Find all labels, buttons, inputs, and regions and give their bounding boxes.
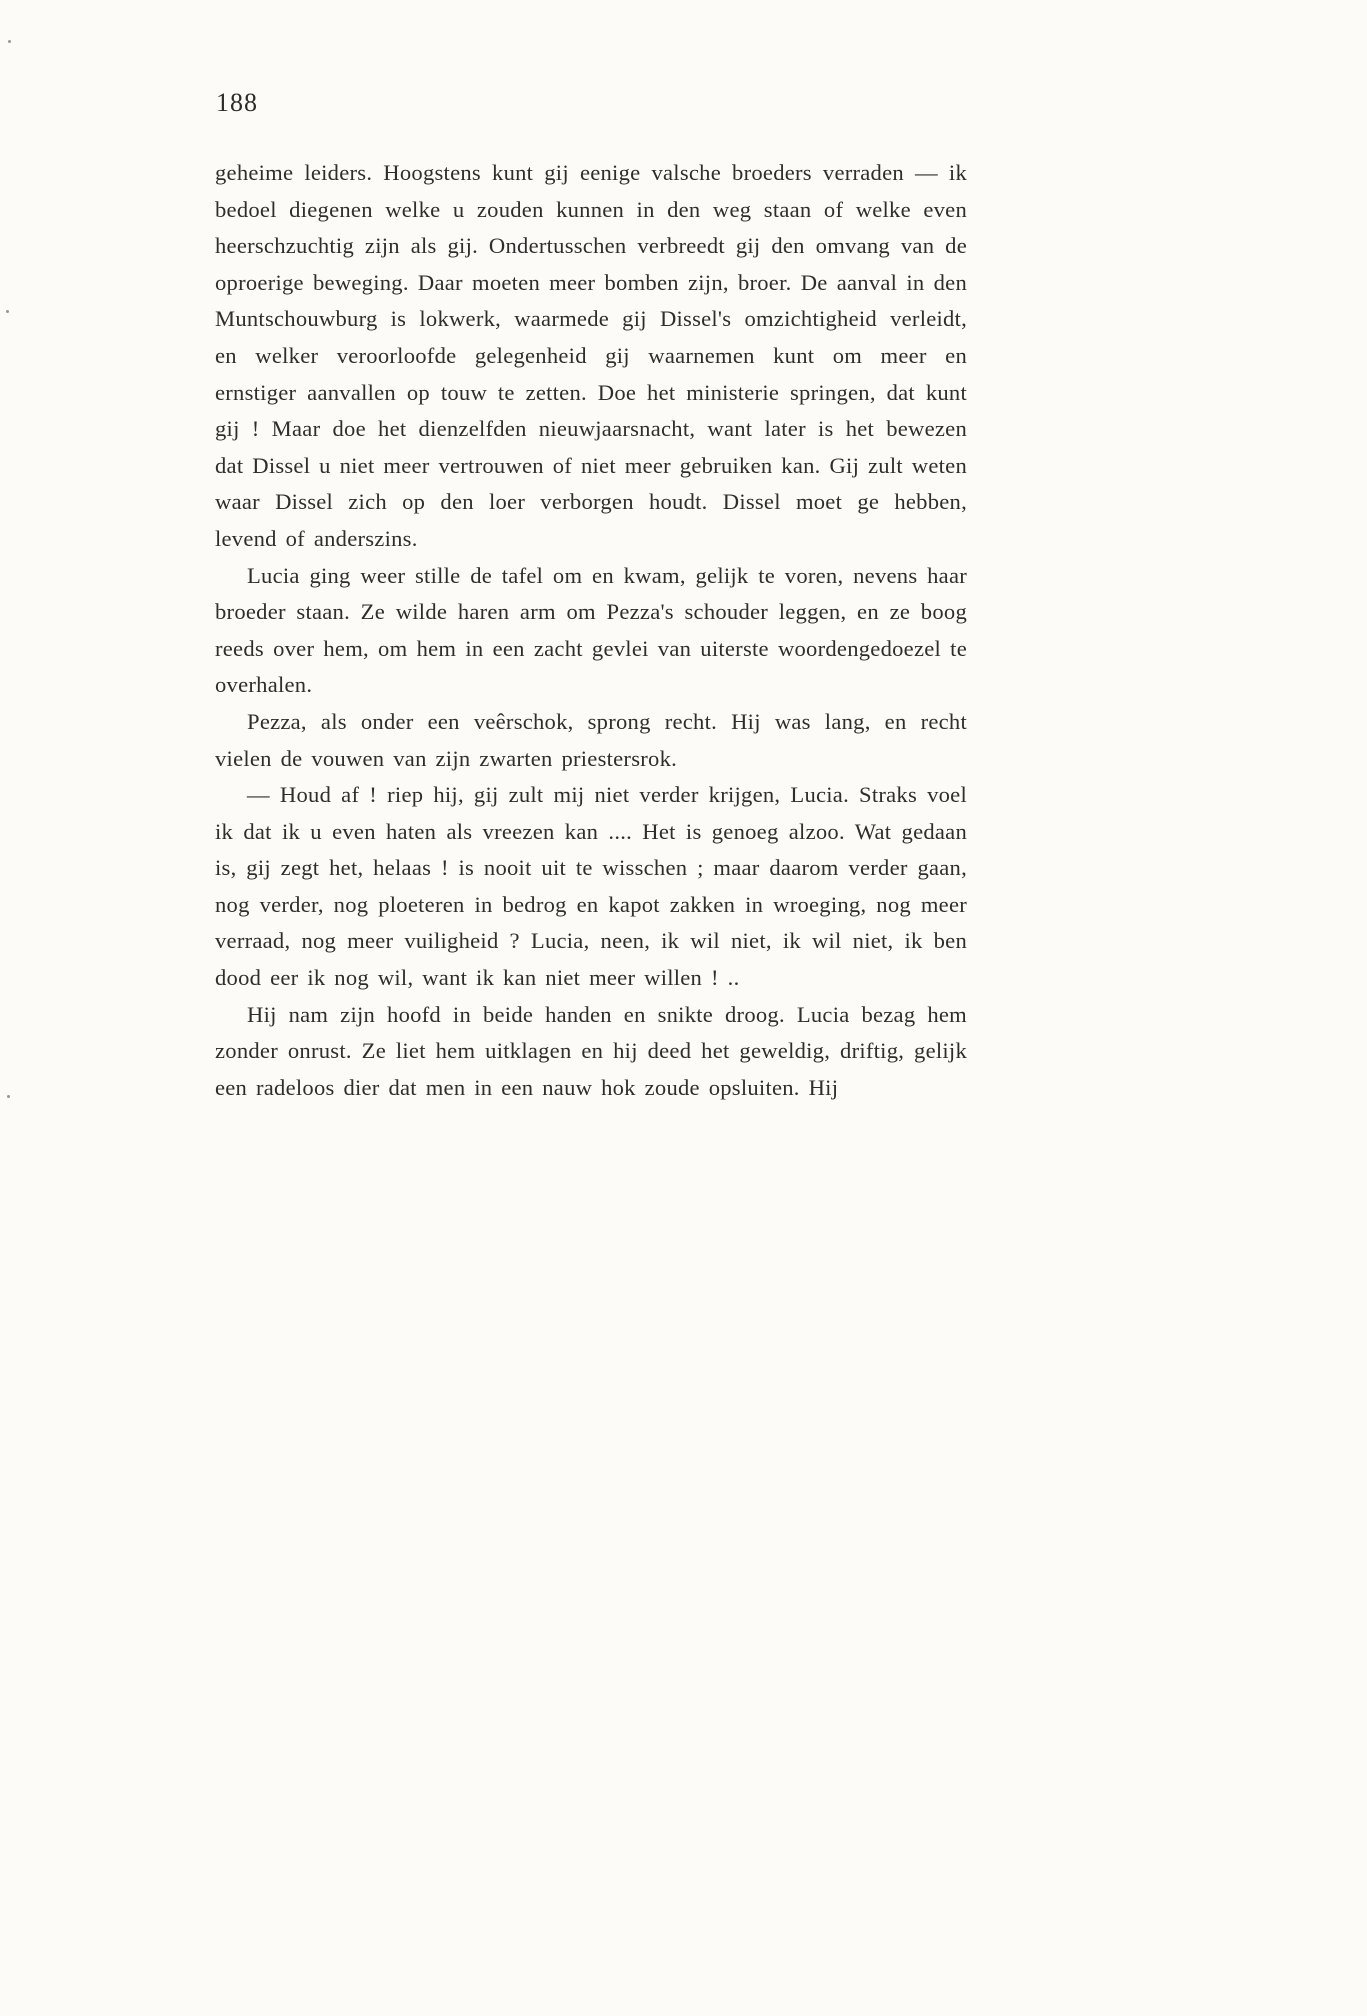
scan-speck	[6, 310, 9, 313]
paragraph: Lucia ging weer stille de tafel om en kwam, gelijk te voren, nevens haar broeder staan. Ze wilde haren arm om Pezza's schouder leggen, en ze boog reeds over hem, om hem in een zacht gevlei van uiterste woordengedoezel te overhalen.	[215, 562, 967, 698]
paragraph: — Houd af ! riep hij, gij zult mij niet verder krijgen, Lucia. Straks voel ik dat ik u even haten als vreezen kan .... Het is genoeg alzoo. Wat gedaan is, gij zegt het, helaas ! is nooit uit te wisschen ; maar daarom verder gaan, nog verder, nog ploeteren in bedrog en kapot zakken in wroeging, nog meer verraad, nog meer vuiligheid ? Lucia, neen, ik wil niet, ik wil niet, ik ben dood eer ik nog wil, want ik kan niet meer willen ! ..	[215, 782, 967, 991]
scan-speck	[8, 40, 11, 43]
paragraph: Pezza, als onder een veêrschok, sprong recht. Hij was lang, en recht vielen de vouwen van zijn zwarten priestersrok.	[215, 708, 967, 771]
page-text	[215, 155, 967, 1106]
paragraph: geheime leiders. Hoogstens kunt gij eenige valsche broeders verraden — ik bedoel diegenen welke u zouden kunnen in den weg staan of welke even heerschzuchtig zijn als gij. Ondertusschen verbreedt gij den omvang van de oproerige beweging. Daar moeten meer bomben zijn, broer. De aanval in den Muntschouwburg is lokwerk, waarmede gij Dissel's omzichtigheid verleidt, en welker veroorloofde gelegenheid gij waarnemen kunt om meer en ernstiger aanvallen op touw te zetten. Doe het ministerie springen, dat kunt gij ! Maar doe het dienzelfden nieuwjaarsnacht, want later is het bewezen dat Dissel u niet meer vertrouwen of niet meer gebruiken kan. Gij zult weten waar Dissel zich op den loer verborgen houdt. Dissel moet ge hebben, levend of anderszins.	[215, 160, 967, 551]
page-number: 188	[216, 88, 258, 117]
scan-speck	[7, 1095, 10, 1098]
paragraph: Hij nam zijn hoofd in beide handen en snikte droog. Lucia bezag hem zonder onrust. Ze liet hem uitklagen en hij deed het geweldig, driftig, gelijk een radeloos dier dat men in een nauw hok zoude opsluiten. Hij	[215, 1001, 967, 1100]
